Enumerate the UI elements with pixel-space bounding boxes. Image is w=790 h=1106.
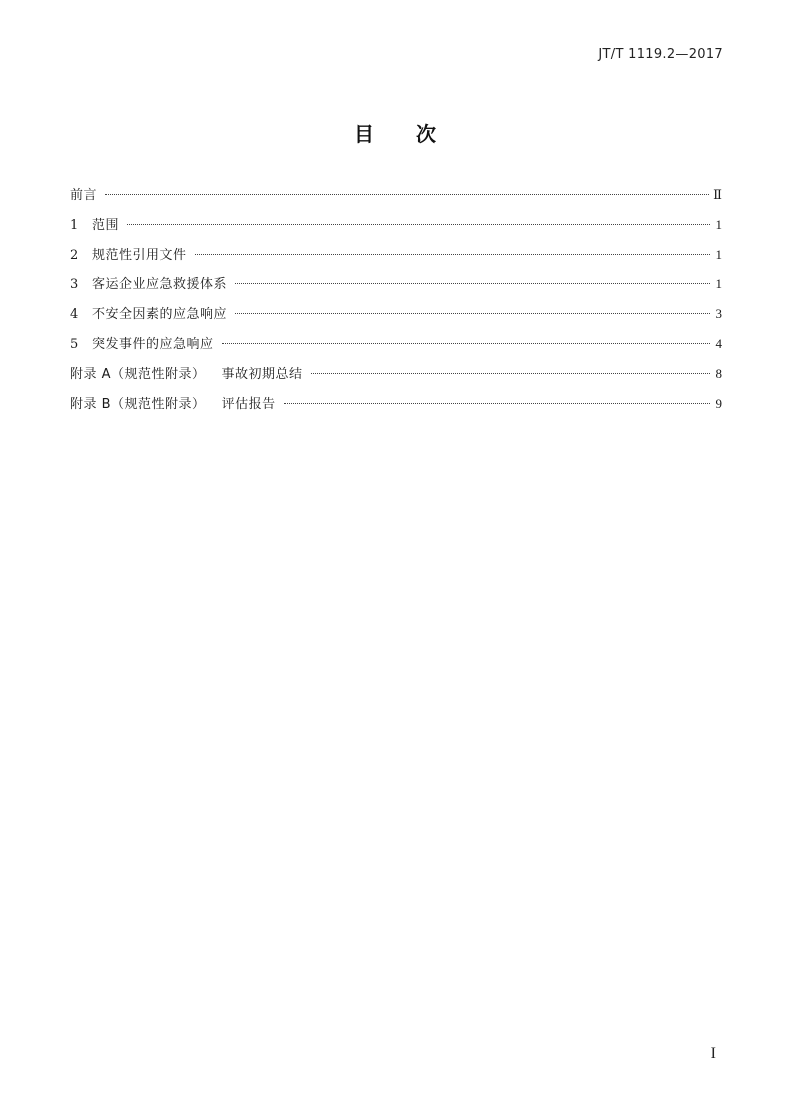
toc-label: 附录 B（规范性附录） [70,396,206,412]
toc-section-number: 1 [70,217,79,233]
toc-page-number: 3 [715,306,722,322]
toc-entry-unsafe-factors[interactable] [70,303,722,333]
toc-section-number: 4 [70,307,79,323]
toc-label: 附录 A（规范性附录） [70,366,206,382]
toc-label: 前言 [70,188,98,203]
toc-entry-normative-references[interactable] [70,244,722,274]
toc-page-number: 1 [715,216,722,232]
toc-label: 客运企业应急救援体系 [92,277,228,293]
toc-label: 突发事件的应急响应 [92,336,214,352]
toc-dot-leader [235,283,710,284]
table-of-contents [70,184,722,422]
toc-page-number: 8 [715,365,722,381]
toc-dot-leader [127,224,710,225]
toc-label: 规范性引用文件 [92,247,187,263]
toc-dot-leader [311,373,710,374]
toc-entry-emergencies[interactable] [70,333,722,363]
toc-section-number: 5 [70,336,79,352]
toc-appendix-title: 评估报告 [221,396,276,412]
page-title: 目次 [354,122,478,146]
toc-page-number: 9 [715,395,722,411]
toc-entry-appendix-a[interactable] [70,363,722,393]
toc-label: 不安全因素的应急响应 [92,307,228,323]
toc-label: 范围 [92,217,120,233]
toc-page-number: 1 [715,276,722,292]
toc-entry-rescue-system[interactable] [70,273,722,303]
toc-page-number: Ⅱ [713,187,722,202]
toc-entry-appendix-b[interactable] [70,393,722,423]
toc-page-number: 1 [715,246,722,262]
toc-dot-leader [284,403,710,404]
toc-entry-scope[interactable] [70,214,722,244]
toc-page-number: 4 [715,335,722,351]
toc-appendix-title: 事故初期总结 [221,366,303,382]
toc-entry-foreword[interactable] [70,184,722,214]
toc-section-number: 3 [70,277,79,293]
toc-dot-leader [222,343,710,344]
standard-number: JT/T 1119.2—2017 [598,47,723,62]
toc-dot-leader [105,194,709,195]
toc-section-number: 2 [70,247,79,263]
toc-dot-leader [235,313,710,314]
toc-dot-leader [195,254,710,255]
page-folio: I [710,1045,716,1062]
